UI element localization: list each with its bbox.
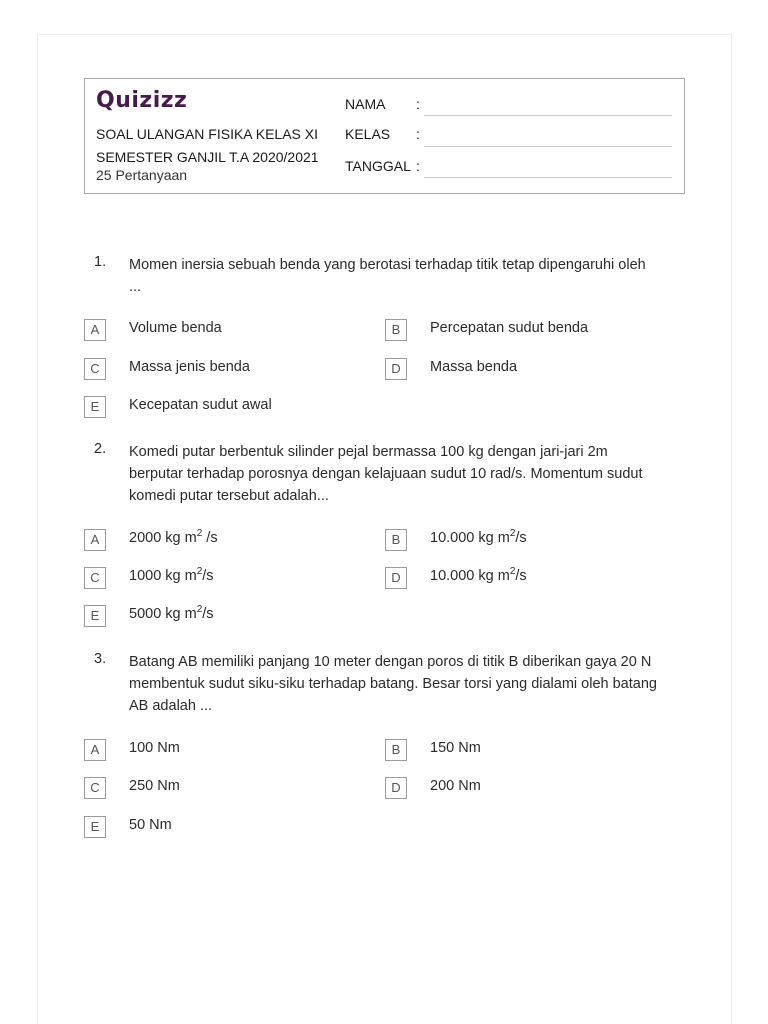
date-colon: : <box>416 158 420 174</box>
question-number: 2. <box>94 441 107 457</box>
question-line: Momen inersia sebuah benda yang berotasi terhadap titik tetap dipengaruhi oleh <box>129 257 646 273</box>
option-letter: A <box>84 529 106 551</box>
option-letter: D <box>385 358 407 380</box>
option-text: 200 Nm <box>430 778 481 794</box>
option-letter: B <box>385 529 407 551</box>
question-line: AB adalah ... <box>129 698 213 714</box>
question-line: Komedi putar berbentuk silinder pejal bermassa 100 kg dengan jari-jari 2m <box>129 444 608 460</box>
option-text: Massa benda <box>430 359 518 375</box>
name-label: NAMA <box>345 96 386 112</box>
question-number: 3. <box>94 651 107 667</box>
class-colon: : <box>416 126 420 142</box>
class-label: KELAS <box>345 126 391 142</box>
name-colon: : <box>416 96 420 112</box>
option-text: 10.000 kg $m^2/s$ <box>430 528 527 546</box>
option-letter: C <box>84 358 106 380</box>
question-line: ... <box>129 279 142 295</box>
quizizz-logo: Quizizz <box>96 88 188 113</box>
question-text <box>129 651 687 717</box>
question-text <box>129 254 687 298</box>
question-count: 25 Pertanyaan <box>96 167 188 183</box>
option-text: 50 Nm <box>129 817 172 833</box>
question-line: komedi putar tersebut adalah... <box>129 488 329 504</box>
option-text: Volume benda <box>129 320 222 336</box>
option-text: 250 Nm <box>129 778 180 794</box>
class-field-line[interactable] <box>424 146 672 147</box>
option-text: Massa jenis benda <box>129 359 250 375</box>
option-letter: C <box>84 567 106 589</box>
option-letter: E <box>84 816 106 838</box>
exam-title: SOAL ULANGAN FISIKA KELAS XI <box>96 126 319 142</box>
question-line: Batang AB memiliki panjang 10 meter dengan poros di titik B diberikan gaya 20 N <box>129 654 652 670</box>
option-text: Kecepatan sudut awal <box>129 397 272 413</box>
option-text: 100 Nm <box>129 740 180 756</box>
quiz-header <box>84 78 685 194</box>
name-field-line[interactable] <box>424 115 672 116</box>
option-letter: A <box>84 739 106 761</box>
question-text <box>129 441 687 507</box>
option-letter: D <box>385 777 407 799</box>
option-text: Percepatan sudut benda <box>430 320 589 336</box>
option-letter: D <box>385 567 407 589</box>
option-letter: C <box>84 777 106 799</box>
option-letter: A <box>84 319 106 341</box>
question-line: membentuk sudut siku-siku terhadap batang. Besar torsi yang dialami oleh batang <box>129 676 657 692</box>
exam-semester: SEMESTER GANJIL T.A 2020/2021 <box>96 149 319 165</box>
date-label: TANGGAL <box>345 158 411 174</box>
option-text: 150 Nm <box>430 740 481 756</box>
question-number: 1. <box>94 254 107 270</box>
date-field-line[interactable] <box>424 177 672 178</box>
option-letter: E <box>84 605 106 627</box>
question-line: berputar terhadap porosnya dengan kelajuaan sudut 10 rad/s. Momentum sudut <box>129 466 643 482</box>
option-text: 2000 kg $m^2$ /s <box>129 528 218 546</box>
option-letter: B <box>385 319 407 341</box>
option-text: 10.000 kg $m^2/s$ <box>430 566 527 584</box>
option-letter: B <box>385 739 407 761</box>
option-text: 1000 kg $m^2/s$ <box>129 566 214 584</box>
option-letter: E <box>84 396 106 418</box>
option-text: 5000 kg $m^2/s$ <box>129 604 214 622</box>
